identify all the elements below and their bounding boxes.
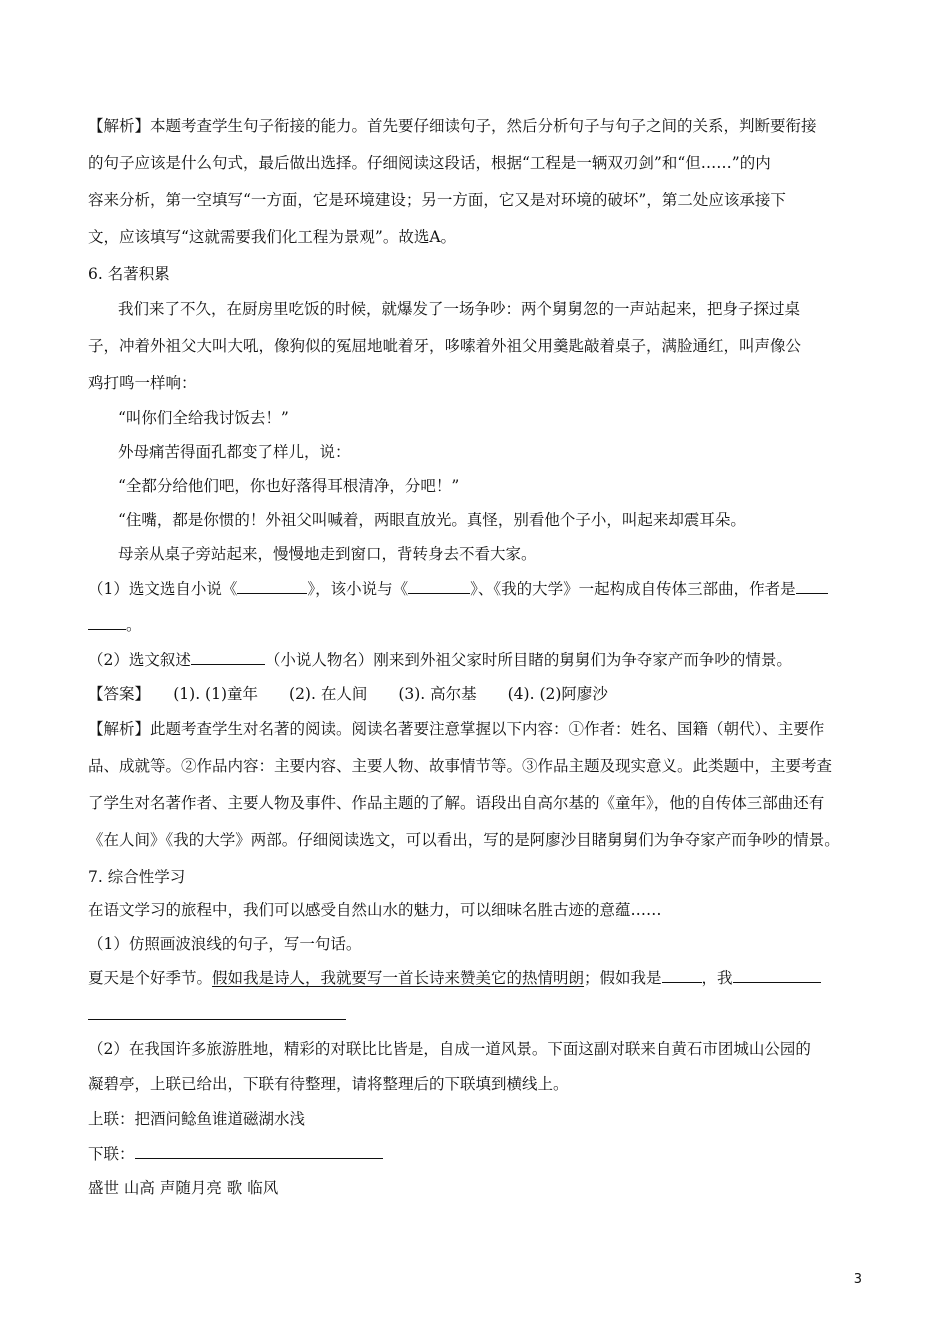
blank-3[interactable]	[796, 578, 828, 594]
passage-line: 外母痛苦得面孔都变了样儿，说：	[118, 443, 351, 461]
passage-line: 母亲从桌子旁站起来，慢慢地走到窗口，背转身去不看大家。	[118, 545, 537, 563]
sub-question-2-cont: 凝碧亭，上联已给出，下联有待整理，请将整理后的下联填到横线上。	[88, 1075, 569, 1093]
sentence-text: ，我	[701, 969, 733, 987]
imitation-line	[88, 967, 821, 989]
sub-question-text: （1）选文选自小说《	[88, 580, 238, 598]
sub-question-text: 。	[126, 616, 142, 634]
sentence-text: ；假如我是	[584, 969, 662, 987]
word-bank: 盛世 山高 声随月亮 歌 临风	[88, 1179, 279, 1197]
sentence-text: 夏天是个好季节。	[88, 969, 213, 987]
question-title: 7. 综合性学习	[88, 868, 186, 886]
question-title: 6. 名著积累	[88, 265, 170, 283]
passage-line: 子，冲着外祖父大叫大吼，像狗似的冤屈地呲着牙，哆嗦着外祖父用羹匙敲着桌子，满脸通红，叫声像公	[88, 337, 802, 355]
sub-question-2: （2）在我国许多旅游胜地，精彩的对联比比皆是，自成一道风景。下面这副对联来自黄石市团城山公园的	[88, 1040, 811, 1058]
answer-blank-line[interactable]	[88, 1019, 346, 1020]
analysis-line: 【解析】此题考查学生对名著的阅读。阅读名著要注意掌握以下内容：①作者：姓名、国籍（朝代）、主要作	[88, 720, 825, 738]
blank-4[interactable]	[191, 649, 265, 665]
blank-2[interactable]	[408, 578, 470, 594]
analysis-line: 文，应该填写“这就需要我们化工程为景观”。故选A。	[88, 228, 457, 246]
analysis-line: 容来分析，第一空填写“一方面，它是环境建设；另一方面，它又是对环境的破坏”，第二处应该承接下	[88, 191, 786, 209]
lower-couplet-label: 下联：	[88, 1145, 135, 1163]
sub-question-text: 》，该小说与《	[307, 580, 409, 598]
lower-couplet	[88, 1143, 383, 1165]
sub-question-text: （小说人物名）刚来到外祖父家时所目睹的舅舅们为争夺家产而争吵的情景。	[264, 651, 792, 669]
blank-5[interactable]	[662, 967, 702, 983]
analysis-line: 品、成就等。②作品内容：主要内容、主要人物、故事情节等。③作品主题及现实意义。此类题中，主要考查	[88, 757, 833, 775]
analysis-line: 【解析】本题考查学生句子衔接的能力。首先要仔细读句子，然后分析句子与句子之间的关系，判断要衔接	[88, 117, 817, 135]
sub-question-1-cont	[88, 614, 142, 636]
sub-question-2	[88, 649, 792, 671]
passage-line: “全都分给他们吧，你也好落得耳根清净，分吧！”	[118, 477, 460, 495]
passage-line: 鸡打鸣一样响：	[88, 374, 197, 392]
analysis-line: 了学生对名著作者、主要人物及事件、作品主题的了解。语段出自高尔基的《童年》，他的自传体三部曲还有	[88, 794, 825, 812]
intro-line: 在语文学习的旅程中，我们可以感受自然山水的魅力，可以细味名胜古迹的意蕴……	[88, 901, 662, 919]
sub-question-1: （1）仿照画波浪线的句子，写一句话。	[88, 935, 362, 953]
blank-1[interactable]	[237, 578, 307, 594]
sub-question-1	[88, 578, 828, 600]
passage-line: 我们来了不久，在厨房里吃饭的时候，就爆发了一场争吵：两个舅舅忽的一声站起来，把身子探过桌	[118, 300, 801, 318]
sub-question-text: 》、《我的大学》一起构成自传体三部曲，作者是	[470, 580, 796, 598]
lower-couplet-blank[interactable]	[135, 1143, 383, 1159]
analysis-line: 的句子应该是什么句式，最后做出选择。仔细阅读这段话，根据“工程是一辆双刃剑”和“但……”的内	[88, 154, 771, 172]
sub-question-text: （2）选文叙述	[88, 651, 191, 669]
passage-line: “住嘴，都是你惯的！外祖父叫喊着，两眼直放光。真怪，别看他个子小，叫起来却震耳朵。	[118, 511, 746, 529]
blank-3-cont[interactable]	[88, 614, 126, 630]
passage-line: “叫你们全给我讨饭去！”	[118, 409, 289, 427]
page-number: 3	[853, 1272, 862, 1287]
blank-6[interactable]	[733, 967, 821, 983]
answer-line: 【答案】 (1). (1)童年 (2). 在人间 (3). 高尔基 (4). (2)阿廖沙	[88, 685, 608, 703]
wavy-underlined-sentence: 假如我是诗人，我就要写一首长诗来赞美它的热情明朗	[212, 969, 585, 987]
analysis-line: 《在人间》《我的大学》两部。仔细阅读选文，可以看出，写的是阿廖沙目睹舅舅们为争夺家产而争吵的情景。	[88, 831, 840, 849]
upper-couplet: 上联：把酒问鲶鱼谁道磁湖水浅	[88, 1110, 306, 1128]
